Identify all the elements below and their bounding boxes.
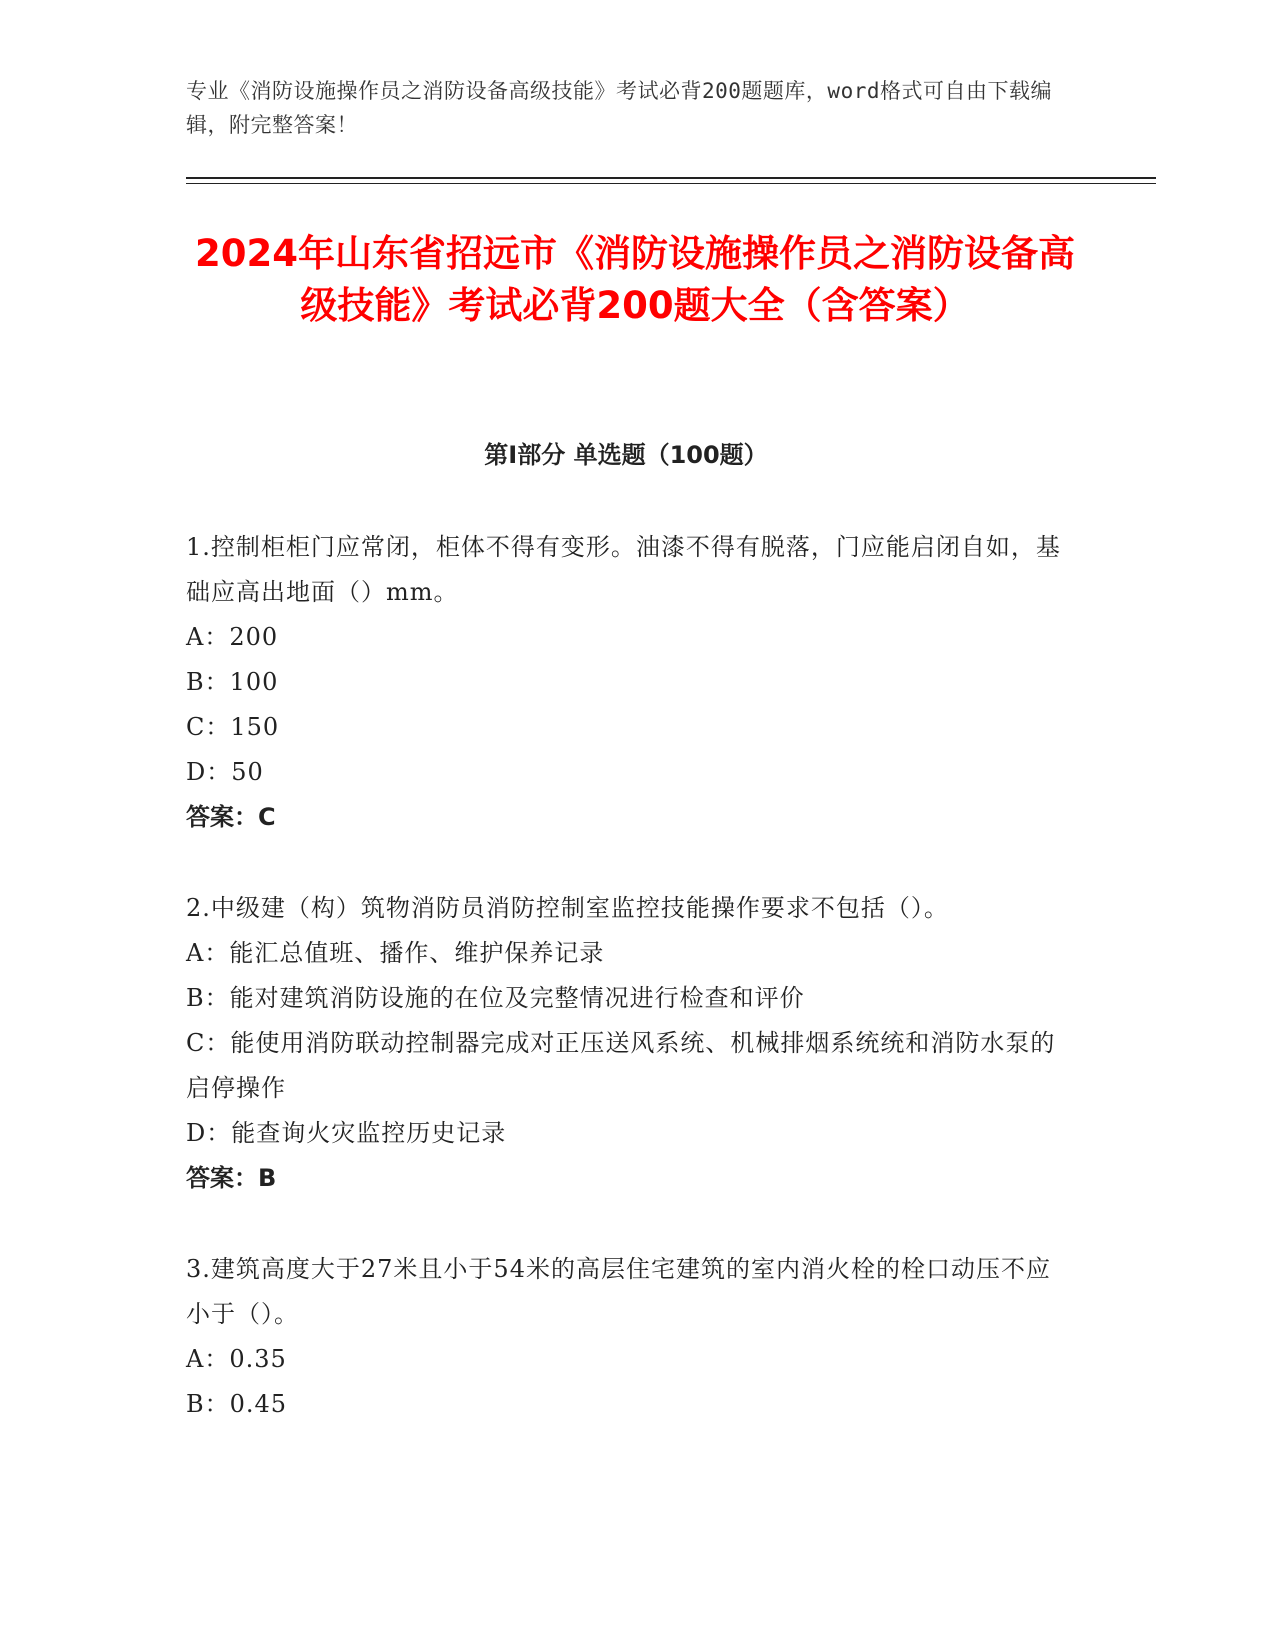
question-2 [186,886,1066,1201]
section-heading: 第I部分 单选题（100题） [484,441,768,469]
option-a: A：200 [186,623,279,651]
option-d: D：50 [186,758,264,786]
answer-line: 答案：C [186,803,276,831]
question-list [186,525,1066,1473]
header-divider [186,177,1156,179]
question-stem: 2.中级建（构）筑物消防员消防控制室监控技能操作要求不包括（）。 [186,894,949,922]
option-a: A：0.35 [186,1345,287,1373]
option-d: D：能查询火灾监控历史记录 [186,1119,507,1147]
document-title: 2024年山东省招远市《消防设施操作员之消防设备高级技能》考试必背200题大全（含答案） [195,232,1075,327]
question-stem: 3.建筑高度大于27米且小于54米的高层住宅建筑的室内消火栓的栓口动压不应小于（）。 [186,1255,1051,1328]
option-b: B：能对建筑消防设施的在位及完整情况进行检查和评价 [186,984,805,1012]
option-b: B：100 [186,668,279,696]
option-c: C：能使用消防联动控制器完成对正压送风系统、机械排烟系统统和消防水泵的启停操作 [186,1029,1056,1102]
question-3 [186,1247,1066,1427]
option-c: C：150 [186,713,280,741]
question-1 [186,525,1066,840]
answer-line: 答案：B [186,1164,277,1192]
header-divider-thin [186,183,1156,184]
header-note: 专业《消防设施操作员之消防设备高级技能》考试必背200题题库，word格式可自由下载编辑，附完整答案！ [186,79,1052,137]
question-stem: 1.控制柜柜门应常闭，柜体不得有变形。油漆不得有脱落，门应能启闭自如，基础应高出地面（）mm。 [186,533,1061,606]
option-a: A：能汇总值班、播作、维护保养记录 [186,939,605,967]
option-b: B：0.45 [186,1390,288,1418]
